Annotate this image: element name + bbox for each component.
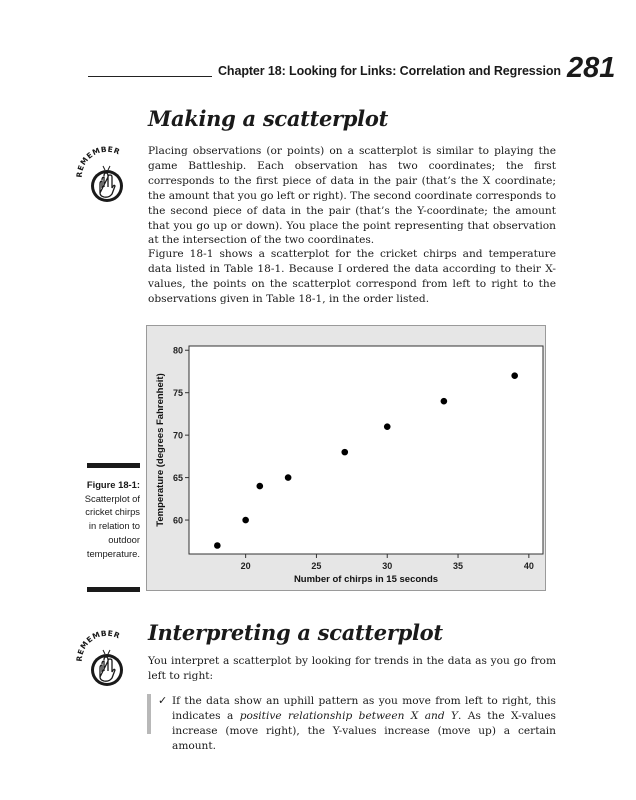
caption-rule-bottom <box>87 587 140 592</box>
figure-caption <box>80 478 140 560</box>
data-point <box>441 398 448 405</box>
data-point <box>341 449 348 456</box>
data-point <box>242 517 249 524</box>
data-point <box>285 474 292 481</box>
page-number: 281 <box>567 52 616 84</box>
bullet-item-uphill-pattern <box>172 694 556 754</box>
section-heading-interpreting-scatterplot: Interpreting a scatterplot <box>148 620 443 645</box>
remember-icon-2-label: EMEMBER <box>76 630 122 656</box>
remember-badge-2 <box>76 630 138 694</box>
checkmark-icon: ✓ <box>158 694 168 707</box>
bullet-text-part1: If the data show an uphill pattern as you move from left to right, this indicates a <box>172 695 556 722</box>
paragraph-battleship: Placing observations (or points) on a scatterplot is similar to playing the game Battleship. Each observation has two coordinates; the first corresponds to the first piece of data in the pair (that’s the X coordinate; the amount that you go left or right). The second coordinate corresponds to the second piece of data in the pair (that’s the Y-coordinate; the amount that you go up or down). You place the point representing that observation at the intersection of the two coordinates. <box>148 145 556 247</box>
x-axis-label: Number of chirps in 15 seconds <box>293 574 439 585</box>
y-axis-label: Temperature (degrees Fahrenheit) <box>155 373 166 527</box>
x-tick-label: 40 <box>523 561 534 571</box>
data-point <box>511 372 518 379</box>
caption-rule-top <box>87 463 140 468</box>
remember-icon-label: EMEMBER <box>76 146 122 172</box>
scatterplot-chart <box>147 326 545 590</box>
x-tick-label: 20 <box>240 561 251 571</box>
data-point <box>214 542 221 549</box>
paragraph-interpret-intro: You interpret a scatterplot by looking for trends in the data as you go from left to right: <box>148 655 556 682</box>
figure-caption-text: Scatterplot of cricket chirps in relation to outdoor temperature. <box>84 492 140 559</box>
remember-icon <box>76 146 138 210</box>
plot-area <box>189 346 543 554</box>
y-tick-label: 70 <box>172 430 183 441</box>
x-tick-label: 25 <box>311 561 322 571</box>
bullet-list-bar <box>147 694 151 734</box>
bullet-text-part2: . As the X-values increase (move right), the Y-values increase (move up) a certain amount. <box>172 709 556 752</box>
figure-label: Figure 18-1: <box>86 479 140 490</box>
y-tick-label: 60 <box>172 515 183 526</box>
x-tick-label: 35 <box>453 561 464 571</box>
bullet-emphasis: positive relationship between X and Y <box>239 709 459 722</box>
figure-18-1 <box>146 325 546 591</box>
y-tick-label: 80 <box>172 345 183 356</box>
running-header-chapter-title: Chapter 18: Looking for Links: Correlation and Regression <box>218 64 561 78</box>
y-tick-label: 75 <box>172 388 183 399</box>
remember-badge <box>76 146 138 210</box>
y-tick-label: 65 <box>172 473 183 484</box>
paragraph-figure-intro: Figure 18-1 shows a scatterplot for the cricket chirps and temperature data listed in Table 18-1. Because I ordered the data according to their X-values, the points on the scatterplot correspond from left to right to the observations given in Table 18-1, in the order listed. <box>148 248 556 305</box>
header-rule <box>88 76 212 77</box>
remember-icon-2 <box>76 630 138 694</box>
data-point <box>257 483 264 490</box>
section-heading-making-scatterplot: Making a scatterplot <box>148 106 388 131</box>
x-tick-label: 30 <box>382 561 393 571</box>
data-point <box>384 423 391 430</box>
